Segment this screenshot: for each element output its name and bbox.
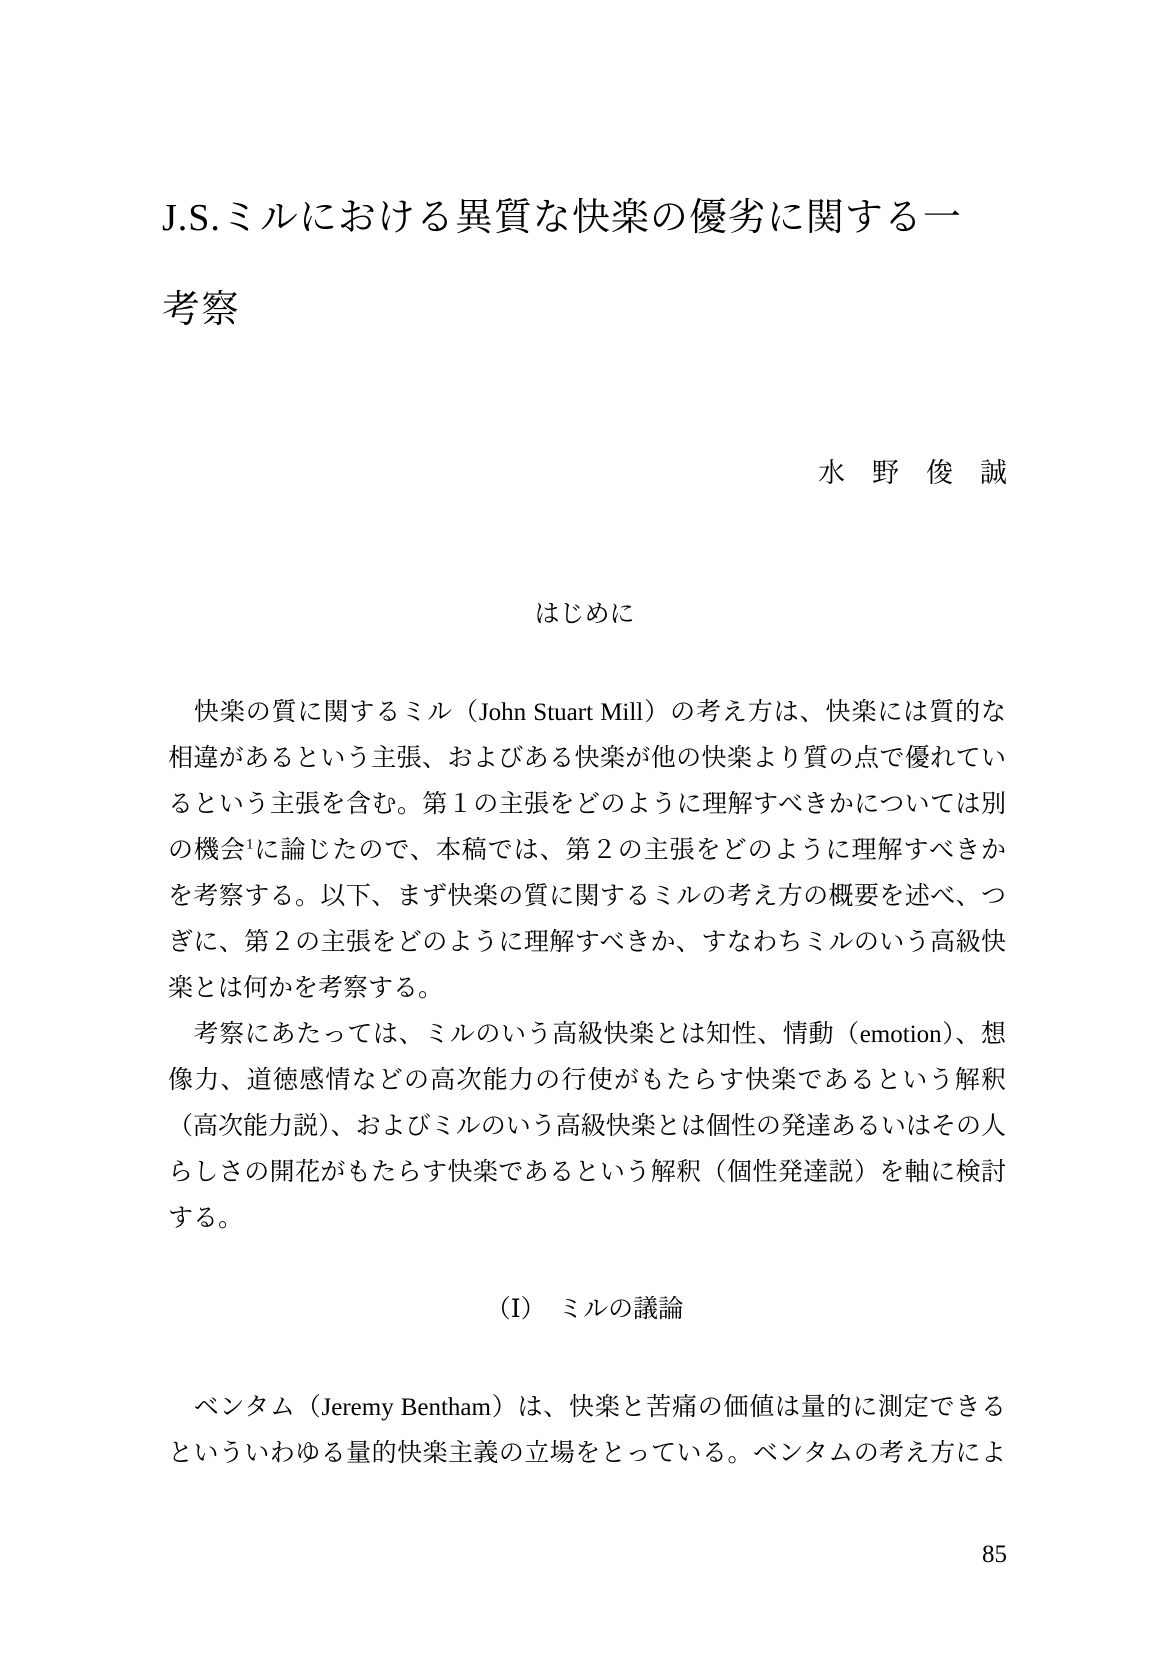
paragraph2-line-2: 像力、道徳感情などの高次能力の行使がもたらす快楽であるという解釈 (168, 1067, 1006, 1094)
paragraph2-line-1: 考察にあたっては、ミルのいう高級快楽とは知性、情動（emotion）、想 (168, 1021, 1006, 1048)
author-name: 水 野 俊 誠 (818, 458, 1007, 488)
paper-title (162, 172, 1007, 356)
page-number: 85 (982, 1541, 1007, 1568)
paragraph1-line-3: るという主張を含む。第１の主張をどのように理解すべきかについては別 (168, 791, 1006, 818)
heading-introduction: はじめに (534, 601, 635, 628)
paragraph2-line-4: らしさの開花がもたらす快楽であるという解釈（個性発達説）を軸に検討 (168, 1159, 1006, 1186)
paragraph1-line-2: 相違があるという主張、およびある快楽が他の快楽より質の点で優れてい (168, 745, 1006, 772)
paragraph1-line-5: を考察する。以下、まず快楽の質に関するミルの考え方の概要を述べ、つ (168, 883, 1006, 910)
introduction-body (168, 690, 1006, 1242)
paragraph1-line-4-pre: の機会 (168, 837, 246, 864)
footnote-marker-1: 1 (245, 836, 254, 853)
heading-section-1: （Ⅰ） ミルの議論 (485, 1296, 684, 1323)
paragraph3-line-1: ベンタム（Jeremy Bentham）は、快楽と苦痛の価値は量的に測定できる (168, 1394, 1006, 1421)
section-1-body (168, 1385, 1006, 1477)
paper-title-line-1: J.S.ミルにおける異質な快楽の優劣に関する一 (162, 197, 962, 239)
paper-title-line-2: 考察 (162, 289, 241, 331)
paragraph2-line-5: する。 (168, 1205, 244, 1232)
paragraph1-line-7: 楽とは何かを考察する。 (168, 975, 444, 1002)
paragraph2-line-3: （高次能力説）、およびミルのいう高級快楽とは個性の発達あるいはその人 (168, 1113, 1006, 1140)
paragraph1-line-1: 快楽の質に関するミル（John Stuart Mill）の考え方は、快楽には質的な (168, 699, 1006, 726)
paragraph1-line-4 (168, 828, 1006, 874)
paragraph1-line-6: ぎに、第２の主張をどのように理解すべきか、すなわちミルのいう高級快 (168, 929, 1006, 956)
paragraph3-line-2: といういわゆる量的快楽主義の立場をとっている。ベンタムの考え方によ (168, 1440, 1006, 1467)
paragraph1-line-4-post: に論じたので、本稿では、第２の主張をどのように理解すべきか (253, 837, 1006, 864)
